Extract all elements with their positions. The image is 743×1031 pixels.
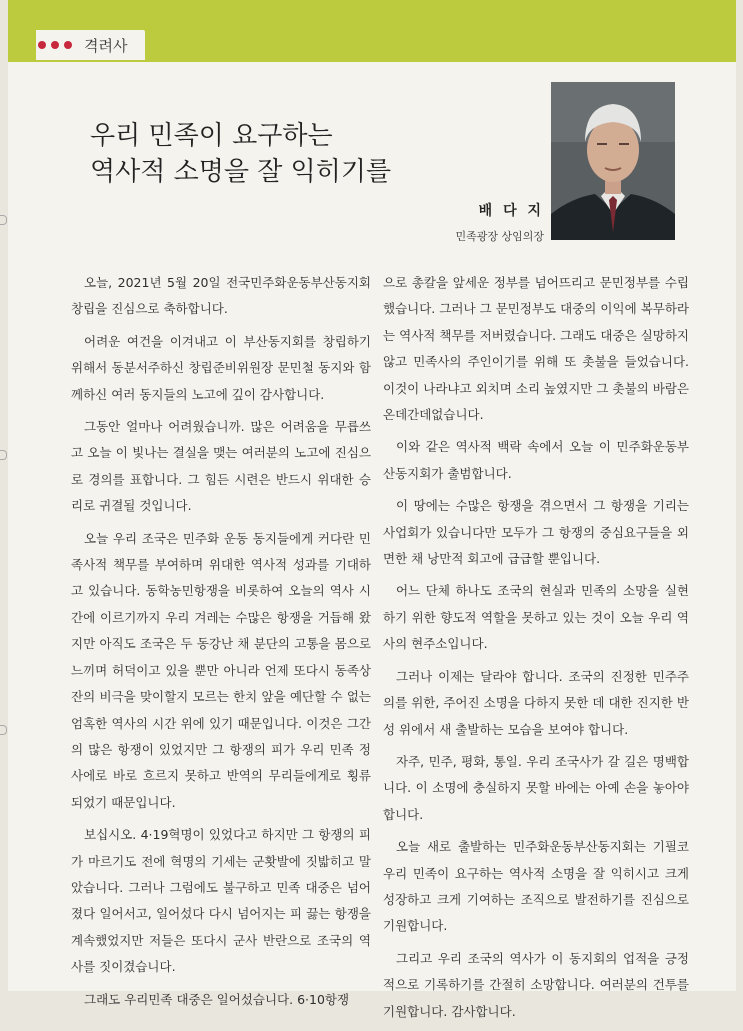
binder-hole bbox=[0, 725, 7, 735]
paragraph: 그래도 우리민족 대중은 일어섰습니다. 6·10항쟁 bbox=[84, 991, 350, 1007]
paragraph: 그러나 이제는 달라야 합니다. 조국의 진정한 민주주의를 위한, 주어진 소명을 다하지 못한 데 대한 진지한 반성 위에서 새 출발하는 모습을 보여야 합니다. bbox=[383, 668, 689, 737]
author-photo bbox=[551, 82, 675, 240]
title-line-2: 역사적 소명을 잘 익히기를 bbox=[90, 157, 392, 187]
section-label: 격려사 bbox=[84, 36, 128, 55]
paragraph: 자주, 민주, 평화, 통일. 우리 조국사가 갈 길은 명백합니다. 이 소명에 충실하지 못할 바에는 아예 손을 놓아야 합니다. bbox=[383, 753, 689, 822]
binder-hole bbox=[0, 215, 7, 225]
magazine-page bbox=[8, 0, 736, 1019]
right-column bbox=[383, 270, 689, 1031]
section-tag bbox=[36, 30, 145, 60]
paragraph: 이 땅에는 수많은 항쟁을 겪으면서 그 항쟁을 기리는 사업회가 있습니다만 모두가 그 항쟁의 중심요구들을 외면한 채 낭만적 회고에 급급할 뿐입니다. bbox=[383, 498, 689, 567]
author-title: 민족광장 상임의장 bbox=[455, 230, 544, 243]
paragraph-continued: 으로 총칼을 앞세운 정부를 넘어뜨리고 문민정부를 수립했습니다. 그러나 그 문민정부도 대중의 이익에 복무하라는 역사적 책무를 저버렸습니다. 그래도 대중은 실망하지 않고 민족사의 주인이기를 위해 또 촛불을 들었습니다. 이것이 나라냐고 외치며 소리 높였지만 그 촛불의 바람은 온데간데없습니다. bbox=[383, 275, 689, 423]
paragraph: 오늘, 2021년 5월 20일 전국민주화운동부산동지회 창립을 진심으로 축하합니다. bbox=[71, 275, 371, 317]
paragraph: 그동안 얼마나 어려웠습니까. 많은 어려움을 무릅쓰고 오늘 이 빛나는 결실을 맺는 여러분의 노고에 진심으로 경의를 표합니다. 그 힘든 시련은 반드시 위대한 승리로 귀결될 것입니다. bbox=[71, 419, 371, 514]
paragraph: 보십시오. 4·19혁명이 있었다고 하지만 그 항쟁의 피가 마르기도 전에 혁명의 기세는 군홧발에 짓밟히고 말았습니다. 그러나 그럼에도 불구하고 민족 대중은 넘어졌다 일어서고, 일어섰다 다시 넘어지는 피 끓는 항쟁을 계속했었지만 저들은 또다시 군사 반란으로 조국의 역사를 짓이겼습니다. bbox=[71, 827, 371, 975]
author-name: 배 다 지 bbox=[478, 203, 544, 219]
paragraph: 이와 같은 역사적 백락 속에서 오늘 이 민주화운동부산동지회가 출범합니다. bbox=[383, 439, 689, 481]
portrait-image bbox=[551, 82, 675, 240]
title-line-1: 우리 민족이 요구하는 bbox=[90, 121, 333, 151]
dots-ornament bbox=[38, 41, 72, 49]
paragraph: 어느 단체 하나도 조국의 현실과 민족의 소망을 실현하기 위한 향도적 역할을 못하고 있는 것이 오늘 우리 역사의 현주소입니다. bbox=[383, 583, 689, 652]
binder-hole bbox=[0, 450, 7, 460]
paragraph: 그리고 우리 조국의 역사가 이 동지회의 업적을 긍정적으로 기록하기를 간절히 소망합니다. 여러분의 건투를 기원합니다. 감사합니다. bbox=[383, 950, 689, 1019]
paragraph: 오늘 우리 조국은 민주화 운동 동지들에게 커다란 민족사적 책무를 부여하며 위대한 역사적 성과를 기대하고 있습니다. 동학농민항쟁을 비롯하여 오늘의 역사 시간에 이르기까지 우리 겨레는 수많은 항쟁을 거듭해 왔지만 아직도 조국은 두 동강난 채 분단의 고통을 몸으로 느끼며 허덕이고 있을 뿐만 아니라 언제 또다시 동족상잔의 비극을 맞이할지 모르는 한치 앞을 예단할 수 없는 엄혹한 역사의 시간 위에 있기 때문입니다. 이것은 그간의 많은 항쟁이 있었지만 그 항쟁의 피가 우리 민족 정사에로 바로 흐르지 못하고 반역의 무리들에게로 횡류 되었기 때문입니다. bbox=[71, 530, 371, 810]
paragraph: 어려운 여건을 이겨내고 이 부산동지회를 창립하기 위해서 동분서주하신 창립준비위원장 문민철 동지와 함께하신 여러 동지들의 노고에 깊이 감사합니다. bbox=[71, 333, 371, 402]
paragraph: 오늘 새로 출발하는 민주화운동부산동지회는 기필코 우리 민족이 요구하는 역사적 소명을 잘 익히시고 크게 성장하고 크게 기여하는 조직으로 발전하기를 진심으로 기원합니다. bbox=[383, 839, 689, 934]
left-column bbox=[71, 270, 371, 1019]
article-title bbox=[90, 118, 510, 190]
